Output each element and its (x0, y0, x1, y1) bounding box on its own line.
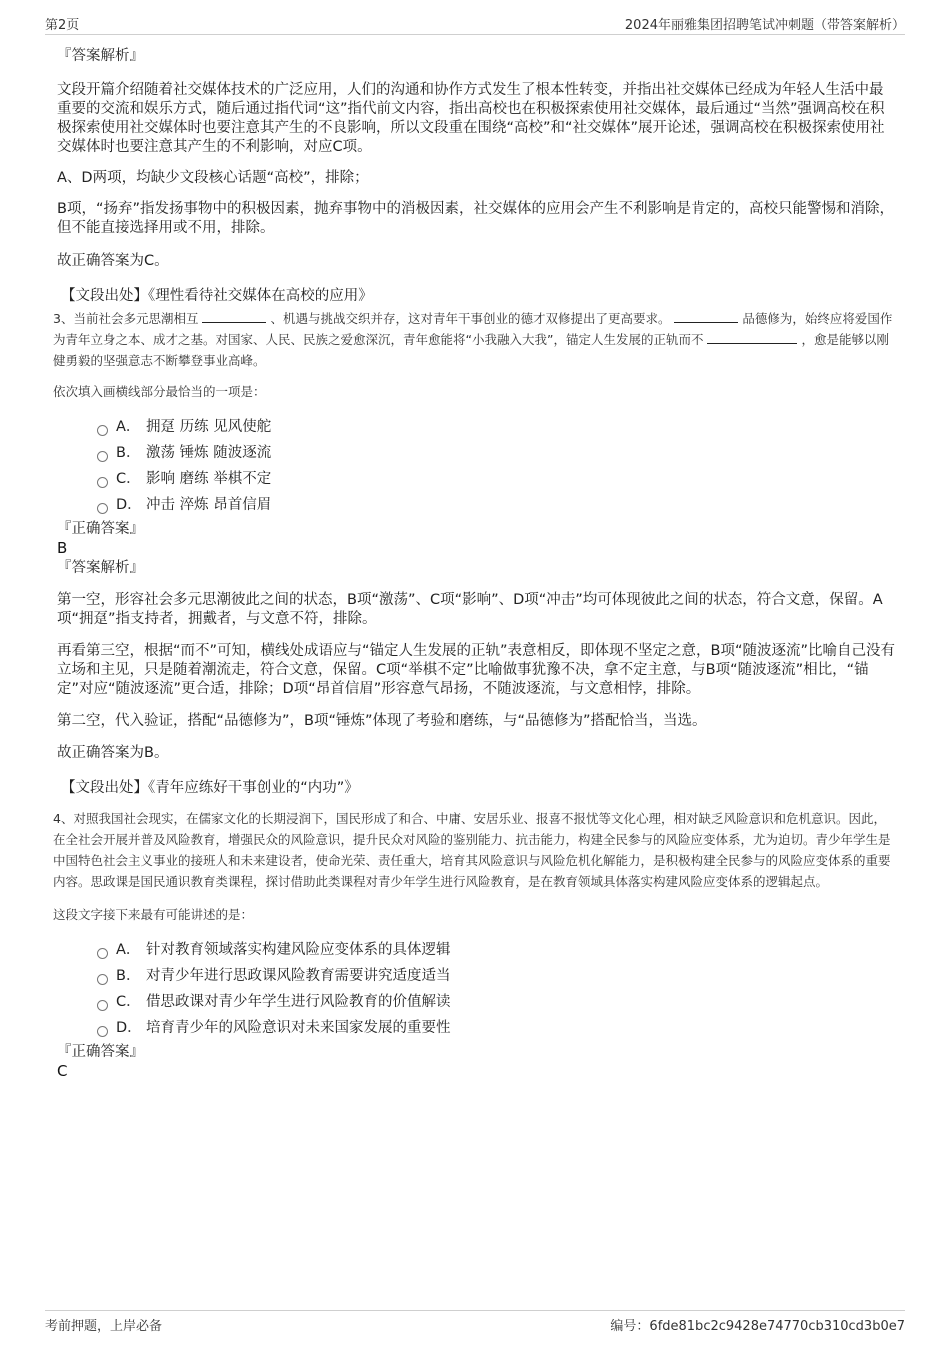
question-prompt: 这段文字接下来最有可能讲述的是： (53, 907, 254, 922)
correct-answer-label: 『正确答案』 (57, 521, 144, 537)
option-c[interactable]: C． 影响 磨练 举棋不定 (97, 466, 897, 492)
option-c[interactable]: C． 借思政课对青少年学生进行风险教育的价值解读 (97, 989, 897, 1015)
analysis-label: 『答案解析』 (57, 48, 144, 64)
stem-text: ，愈是能够以刚健勇毅的坚强意志不断攀登事业高峰。 (53, 332, 889, 368)
question-stem: 4、对照我国社会现实，在儒家文化的长期浸润下，国民形成了和合、中庸、安居乐业、报喜不报忧等文化心理，相对缺乏风险意识和危机意识。因此，在全社会开展并普及风险教育，增强民众的风险意识，提升民众对风险的鉴别能力、抗击能力，构建全民参与的风险应变体系，尤为迫切。青少年学生是中国特色社会主义事业的接班人和未来建设者，使命光荣、责任重大，培育其风险意识与风险危机化解能力，是积极构建全民参与的风险应变体系的重要内容。思政课是国民通识教育类课程，探讨借助此类课程对青少年学生进行风险教育，是在教育领域具体落实构建风险应变体系的逻辑起点。 (53, 811, 891, 889)
analysis-paragraph: 第一空，形容社会多元思潮彼此之间的状态，B项“激荡”、C项“影响”、D项“冲击”均可体现彼此之间的状态，符合文意，保留。A项“拥趸”指支持者，拥戴者，与文意不符，排除。 (57, 592, 883, 627)
option-a[interactable]: A． 针对教育领域落实构建风险应变体系的具体逻辑 (97, 937, 897, 963)
stem-text: 3、当前社会多元思潮相互 (53, 311, 199, 326)
analysis-paragraph: 第二空，代入验证，搭配“品德修为”，B项“锤炼”体现了考验和磨练，与“品德修为”搭配恰当，当选。 (57, 713, 707, 729)
page-number: 第2页 (45, 18, 80, 33)
analysis-paragraph: 文段开篇介绍随着社交媒体技术的广泛应用，人们的沟通和协作方式发生了根本性转变，并指出社交媒体已经成为年轻人生活中最重要的交流和娱乐方式，随后通过指代词“这”指代前文内容，指出高校也在积极探索使用社交媒体，最后通过“当然”强调高校在积极探索使用社交媒体时也要注意其产生的不良影响，所以文段重在围绕“高校”和“社交媒体”展开论述，强调高校在积极探索使用社交媒体时也要注意其产生的不利影响，对应C项。 (57, 82, 885, 155)
analysis-paragraph: A、D两项，均缺少文段核心话题“高校”，排除； (57, 170, 369, 186)
stem-text: 品德修为，始终应将爱国作为青年立身之本、成才之基。对国家、人民、民族之爱愈深沉，青年愈能将“小我融入大我”，锚定人生发展的正轨而不 (53, 311, 893, 347)
document-title: 2024年丽雅集团招聘笔试冲刺题（带答案解析） (624, 18, 905, 33)
radio-icon[interactable] (97, 503, 108, 514)
analysis-paragraph: B项，“扬弃”指发扬事物中的积极因素，抛弃事物中的消极因素，社交媒体的应用会产生不利影响是肯定的，高校只能警惕和消除，但不能直接选择用或不用，排除。 (57, 201, 894, 236)
radio-icon[interactable] (97, 974, 108, 985)
document-id: 编号：6fde81bc2c9428e74770cb310cd3b0e7 (610, 1319, 905, 1334)
radio-icon[interactable] (97, 477, 108, 488)
fill-blank (202, 310, 266, 323)
stem-text: 、机遇与挑战交织并存，这对青年干事创业的德才双修提出了更高要求。 (270, 311, 671, 326)
source-citation: 【文段出处】《理性看待社交媒体在高校的应用》 (61, 288, 373, 304)
question-stem (53, 308, 897, 371)
option-d[interactable]: D． 冲击 淬炼 昂首信眉 (97, 492, 897, 518)
analysis-paragraph: 再看第三空，根据“而不”可知，横线处成语应与“锚定人生发展的正轨”表意相反，即体现不坚定之意，B项“随波逐流”比喻自己没有立场和主见，只是随着潮流走，符合文意，保留。C项“举棋不定”比喻做事犹豫不决，拿不定主意，与B项“随波逐流”相比，“锚定”对应“随波逐流”更合适，排除；D项“昂首信眉”形容意气昂扬，不随波逐流，与文意相悖，排除。 (57, 643, 896, 697)
radio-icon[interactable] (97, 425, 108, 436)
question-prompt: 依次填入画横线部分最恰当的一项是： (53, 384, 266, 399)
radio-icon[interactable] (97, 1000, 108, 1011)
footer-slogan: 考前押题，上岸必备 (45, 1319, 163, 1334)
page-content (53, 44, 897, 1081)
correct-answer: B (57, 539, 68, 557)
radio-icon[interactable] (97, 451, 108, 462)
analysis-paragraph: 故正确答案为C。 (57, 253, 169, 269)
page-header (45, 14, 905, 35)
radio-icon[interactable] (97, 948, 108, 959)
correct-answer-label: 『正确答案』 (57, 1044, 144, 1060)
analysis-paragraph: 故正确答案为B。 (57, 745, 169, 761)
radio-icon[interactable] (97, 1026, 108, 1037)
page-footer (45, 1310, 905, 1333)
fill-blank (707, 331, 797, 344)
option-d[interactable]: D． 培育青少年的风险意识对未来国家发展的重要性 (97, 1015, 897, 1041)
option-b[interactable]: B． 对青少年进行思政课风险教育需要讲究适度适当 (97, 963, 897, 989)
correct-answer: C (57, 1062, 68, 1080)
option-b[interactable]: B． 激荡 锤炼 随波逐流 (97, 440, 897, 466)
option-list (97, 414, 897, 518)
source-citation: 【文段出处】《青年应练好干事创业的“内功”》 (61, 780, 359, 796)
option-a[interactable]: A． 拥趸 历练 见风使舵 (97, 414, 897, 440)
analysis-label: 『答案解析』 (57, 560, 144, 576)
fill-blank (674, 310, 738, 323)
option-list (97, 937, 897, 1041)
